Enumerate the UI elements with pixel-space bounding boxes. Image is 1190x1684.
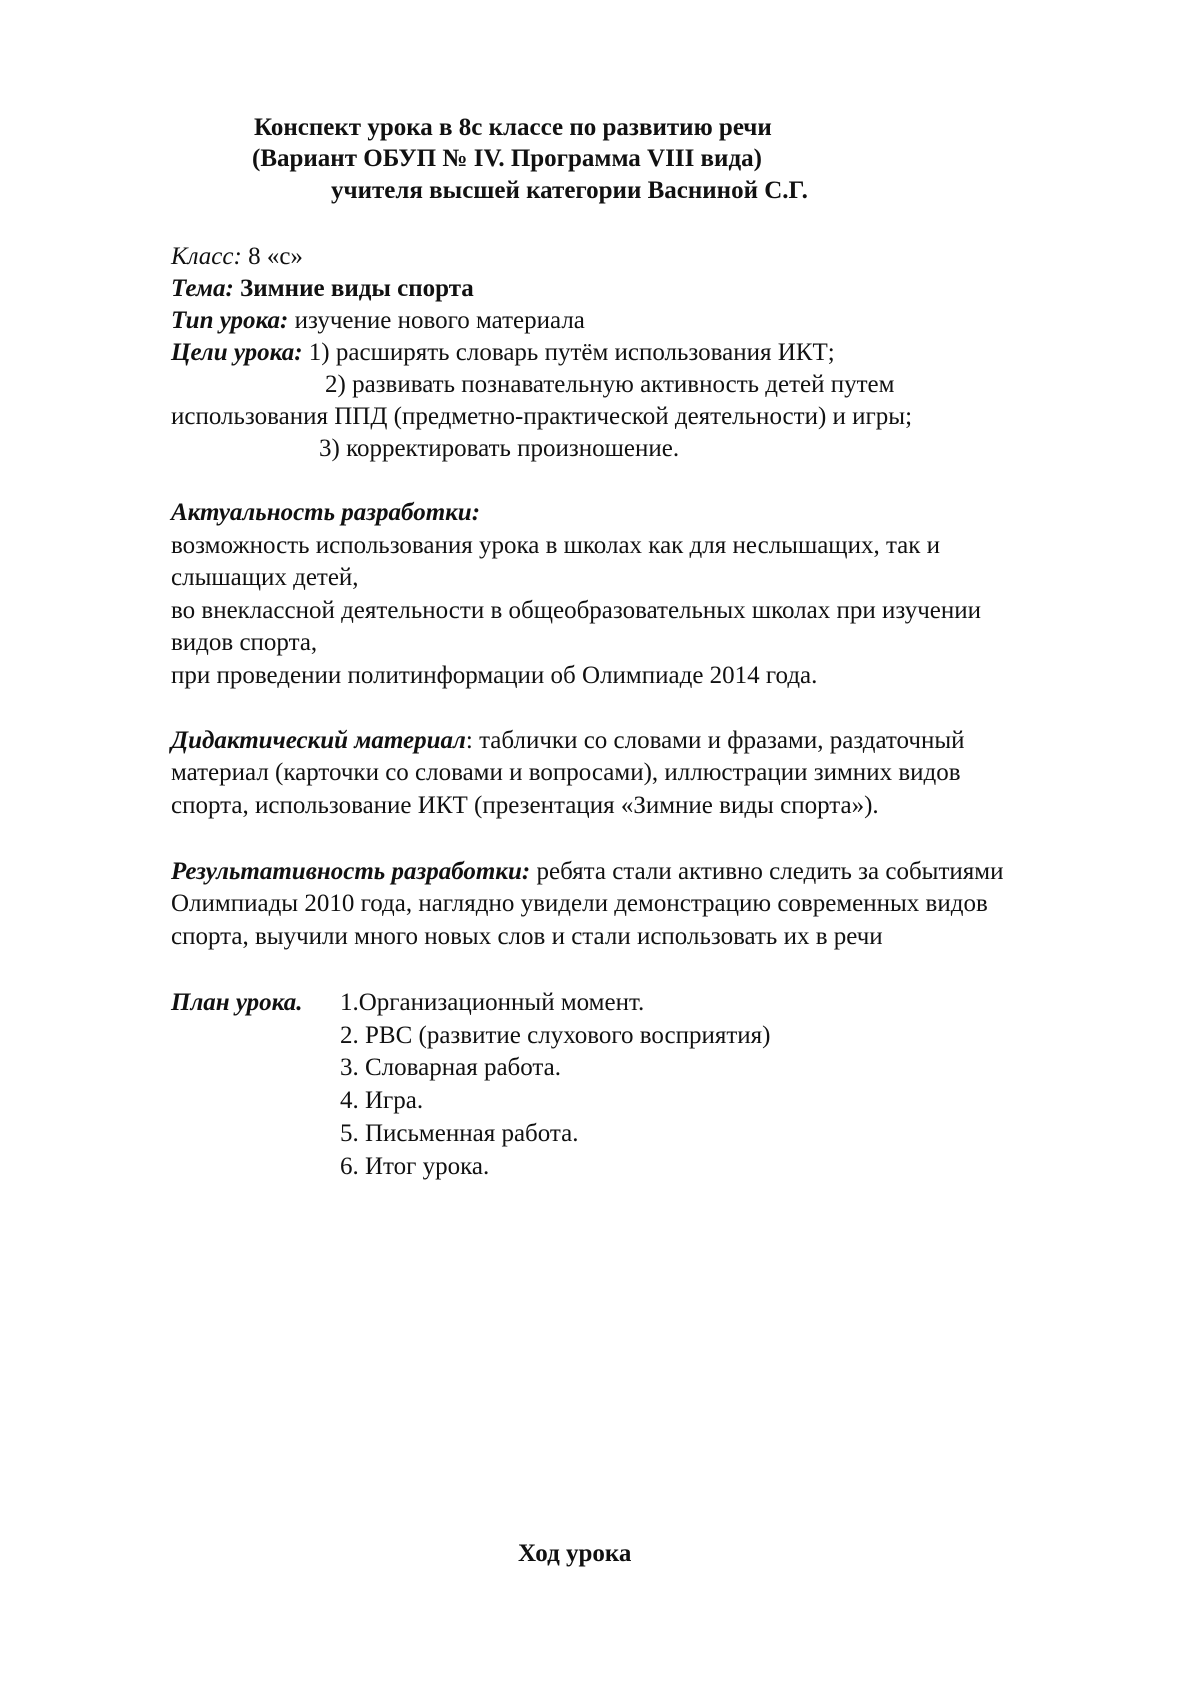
results-label: Результативность разработки: (171, 858, 531, 885)
results-line-1 (171, 856, 1004, 888)
type-value: изучение нового материала (288, 307, 585, 334)
relevance-line-3: во внеклассной деятельности в общеобразовательных школах при изучении (171, 597, 982, 624)
goals-line-1 (171, 337, 835, 369)
class-value: 8 «с» (241, 243, 303, 270)
materials-text-1: : таблички со словами и фразами, раздаточный (465, 727, 965, 754)
type-line (171, 305, 585, 337)
header-line-3: учителя высшей категории Васниной С.Г. (331, 177, 808, 204)
plan-label: План урока. (171, 989, 303, 1016)
topic-label: Тема: (171, 275, 234, 302)
plan-item: 6. Итог урока. (340, 1153, 490, 1180)
materials-line-3: спорта, использование ИКТ (презентация «Зимние виды спорта»). (171, 792, 879, 819)
topic-line (171, 273, 474, 305)
relevance-line-4: видов спорта, (171, 629, 318, 656)
goal-2b: использования ППД (предметно-практической деятельности) и игры; (171, 403, 913, 430)
goal-2a: 2) развивать познавательную активность детей путем (325, 371, 895, 398)
materials-label: Дидактический материал (171, 727, 466, 754)
goal-1: 1) расширять словарь путём использования ИКТ; (302, 339, 835, 366)
plan-item: 1.Организационный момент. (340, 989, 645, 1016)
lesson-progress-heading: Ход урока (518, 1540, 632, 1567)
materials-line-1 (171, 725, 965, 757)
relevance-label: Актуальность разработки: (171, 499, 481, 526)
plan-item: 2. РВС (развитие слухового восприятия) (340, 1022, 771, 1049)
goal-3: 3) корректировать произношение. (319, 435, 680, 462)
materials-line-2: материал (карточки со словами и вопросами), иллюстрации зимних видов (171, 759, 961, 786)
relevance-line-1: возможность использования урока в школах как для неслышащих, так и (171, 532, 941, 559)
results-line-3: спорта, выучили много новых слов и стали использовать их в речи (171, 923, 883, 950)
class-line (171, 241, 303, 273)
plan-item: 3. Словарная работа. (340, 1054, 562, 1081)
goals-label: Цели урока: (171, 339, 303, 366)
relevance-line-2: слышащих детей, (171, 564, 359, 591)
topic-value: Зимние виды спорта (233, 275, 474, 302)
header-line-2: (Вариант ОБУП № IV. Программа VIII вида) (252, 145, 762, 172)
type-label: Тип урока: (171, 307, 289, 334)
class-label: Класс: (171, 243, 242, 270)
results-text-1: ребята стали активно следить за событиями (530, 858, 1004, 885)
header-line-1: Конспект урока в 8с классе по развитию речи (254, 114, 772, 141)
relevance-line-5: при проведении политинформации об Олимпиаде 2014 года. (171, 662, 818, 689)
plan-item: 4. Игра. (340, 1087, 424, 1114)
plan-item: 5. Письменная работа. (340, 1120, 579, 1147)
results-line-2: Олимпиады 2010 года, наглядно увидели демонстрацию современных видов (171, 890, 988, 917)
